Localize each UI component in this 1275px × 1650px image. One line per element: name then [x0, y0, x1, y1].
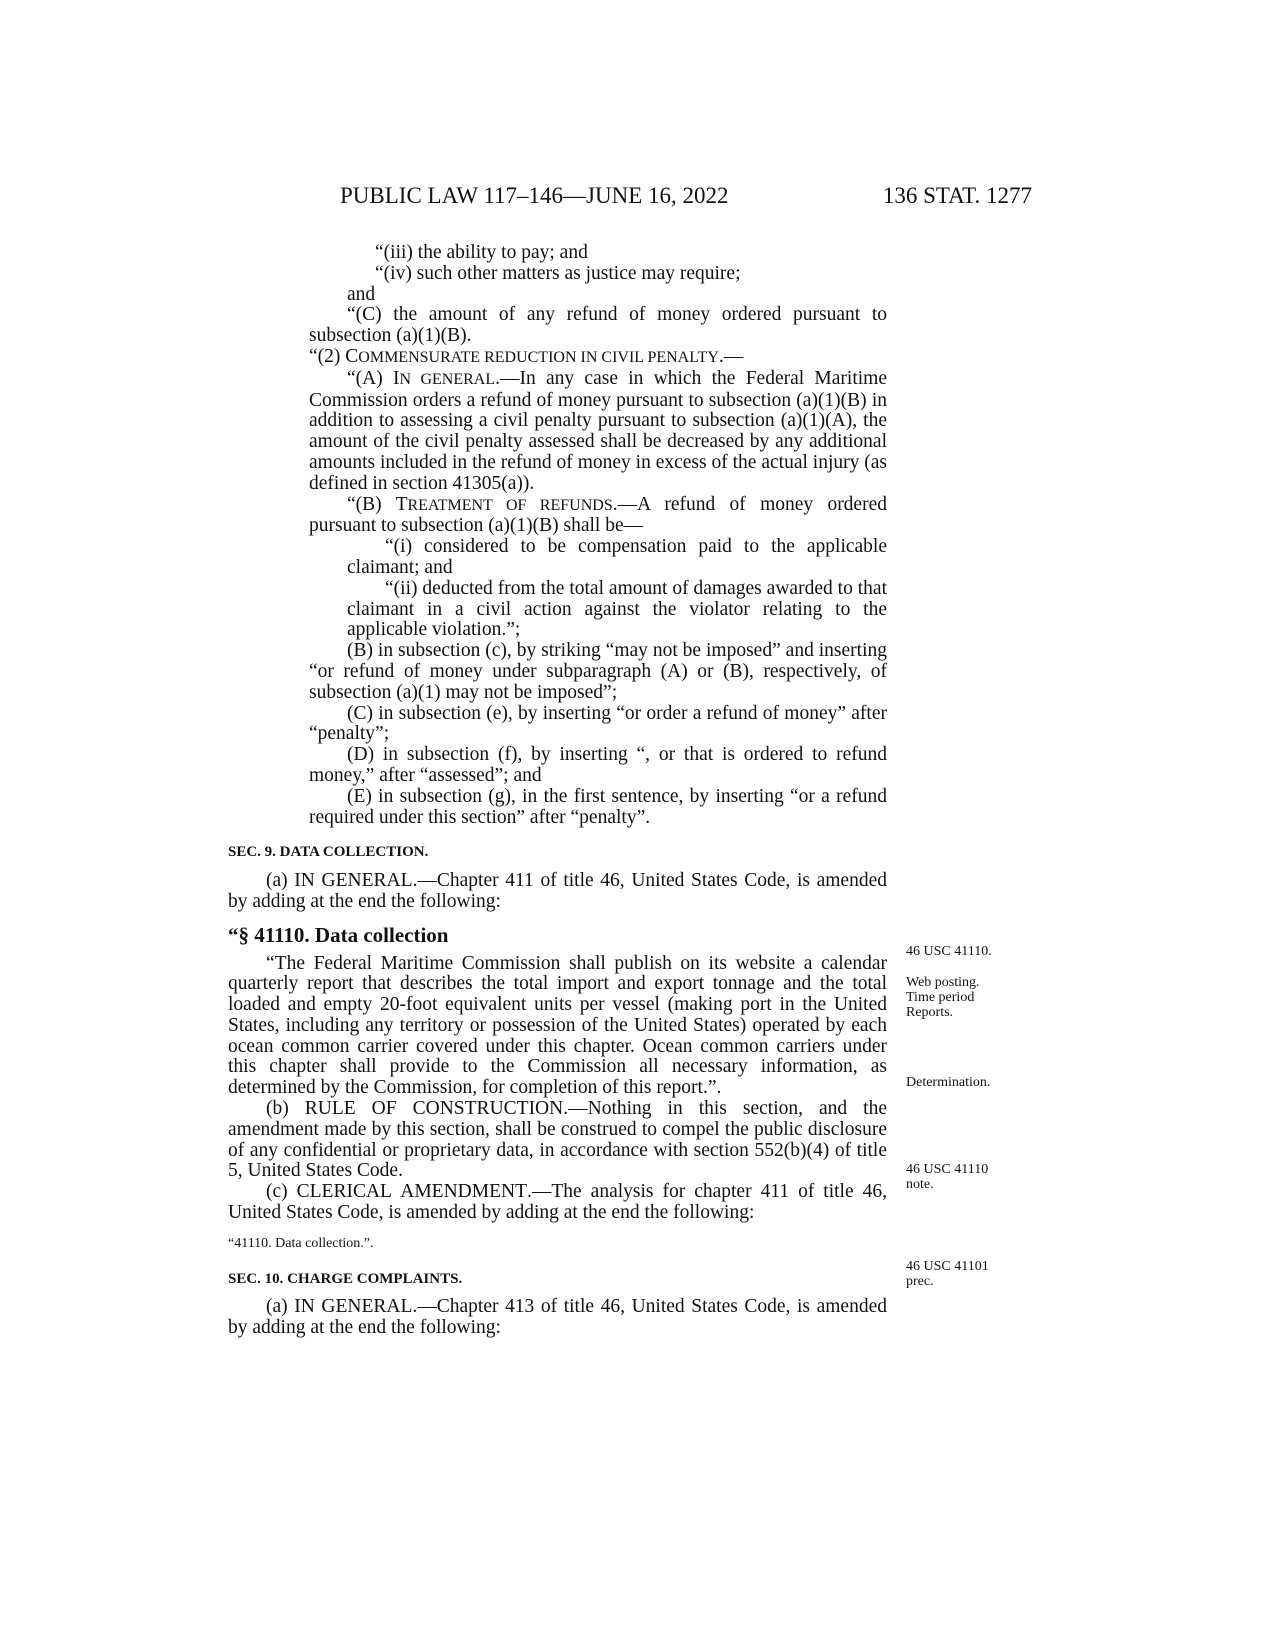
paragraph-2-heading — [228, 347, 887, 369]
paragraph-C: “(C) the amount of any refund of money ordered pursuant to subsection (a)(1)(B). — [309, 304, 887, 347]
note-note: note. — [906, 1177, 934, 1192]
note-usc-41110: 46 USC 41110 — [906, 1162, 989, 1177]
p13-tail: .—Chapter 411 of title 46, United States Code, is amended by adding at the end the following: — [228, 870, 887, 912]
p16-cap: A — [400, 1181, 415, 1203]
p18-tail: .—Chapter 413 of title 46, United States Code, is amended by adding at the end the following: — [228, 1296, 887, 1339]
paragraph-iii: “(iii) the ability to pay; and — [375, 242, 588, 263]
paragraph-iv-text: “(iv) such other matters as justice may require; — [375, 262, 741, 284]
header-stat-page: 136 STAT. 1277 — [882, 183, 1032, 208]
p5-lead: “(A) I — [347, 367, 400, 389]
paragraph-B-subsection-c: (B) in subsection (c), by striking “may not be imposed” and inserting “or refund of money under subparagraph (A) or (B), respectively, of subsection (a)(1) may not be imposed”; — [309, 640, 887, 703]
margin-note-determination: Determination. — [906, 1075, 991, 1090]
note-web-posting: Web posting. — [906, 975, 980, 990]
note-reports: Reports. — [906, 1005, 954, 1020]
p18-lead: (a) I — [266, 1296, 301, 1318]
body-column — [228, 243, 887, 1339]
paragraph-C-subsection-e: (C) in subsection (e), by inserting “or order a refund of money” after “penalty”; — [309, 702, 887, 745]
paragraph-9a — [228, 871, 887, 913]
margin-note-usc-41101-prec — [906, 1259, 1036, 1289]
p5-smallcaps: N GENERAL — [399, 370, 496, 388]
p15-lead: (b) R — [266, 1098, 318, 1120]
paragraph-iv — [228, 264, 887, 285]
paragraph-iv-cont: and — [347, 283, 376, 305]
margin-note-usc-41110: 46 USC 41110. — [906, 944, 992, 959]
paragraph-ii-deducted: “(ii) deducted from the total amount of damages awarded to that claimant in a civil action against the violator relating to the applicable violation.”; — [347, 577, 887, 641]
p16-lead: (c) C — [266, 1181, 310, 1203]
paragraph-B-refunds — [228, 495, 887, 538]
p6-tail: .—A refund of money ordered pursuant to subsection (a)(1)(B) shall be— — [309, 493, 887, 537]
p4-lead: “(2) C — [309, 345, 359, 367]
p16-smallcaps: LERICAL — [309, 1181, 401, 1203]
p13-smallcaps: N GENERAL — [300, 870, 413, 892]
table-of-sections-entry: “41110. Data collection.”. — [228, 1235, 374, 1251]
p15-cap: C — [412, 1098, 426, 1120]
p15-smallcaps2: ONSTRUCTION — [425, 1098, 564, 1120]
paragraph-A-general — [228, 369, 887, 495]
p15-tail: .—Nothing in this section, and the amendment made by this section, shall be construed to compel the public disclosure of any confidential or proprietary data, in accordance with section 552(b)(4) of title 5, United States Code. — [228, 1098, 887, 1182]
section-41110-title: “§ 41110. Data collection — [228, 922, 449, 947]
p5-tail: .—In any case in which the Federal Maritime Commission orders a refund of money pursuant to subsection (a)(1)(B) in addition to assessing a civil penalty pursuant to subsection (a)(1)(A), the amount of the civil penalty assessed shall be decreased by any additional amounts included in the refund of money in excess of the actual injury (as defined in section 41305(a)). — [309, 367, 888, 494]
margin-note-usc-41110-note — [906, 1162, 1036, 1192]
p15-smallcaps: ULE OF — [317, 1098, 413, 1120]
paragraph-10a — [228, 1297, 887, 1339]
header-law-date: PUBLIC LAW 117–146—JUNE 16, 2022 — [340, 183, 729, 208]
p18-smallcaps: N GENERAL — [300, 1296, 413, 1318]
paragraph-i-compensation: “(i) considered to be compensation paid to the applicable claimant; and — [347, 536, 887, 578]
paragraph-41110-text: “The Federal Maritime Commission shall publish on its website a calendar quarterly report that describes the total import and export tonnage and the total loaded and empty 20-foot equivalent units per vessel (making port in the United States, including any territory or possession of the United States) operated by each ocean common carrier covered under this chapter. Ocean common carriers under this chapter shall provide to the Commission all necessary information, as determined by the Commission, for completion of this report.”. — [228, 952, 887, 1099]
p16-smallcaps2: MENDMENT — [414, 1181, 527, 1203]
p6-lead: “(B) T — [347, 493, 408, 515]
p13-lead: (a) I — [266, 870, 301, 892]
p6-smallcaps: REATMENT OF REFUNDS — [407, 496, 613, 514]
paragraph-D-subsection-f: (D) in subsection (f), by inserting “, or that is ordered to refund money,” after “assessed”; and — [309, 744, 887, 786]
note-prec: prec. — [906, 1274, 934, 1289]
section-9-heading: SEC. 9. DATA COLLECTION. — [228, 844, 429, 861]
p16-tail: .—The analysis for chapter 411 of title 46, United States Code, is amended by adding at the end the following: — [228, 1181, 887, 1224]
p4-smallcaps: OMMENSURATE REDUCTION IN CIVIL PENALTY — [358, 348, 719, 366]
paragraph-9b — [228, 1099, 887, 1182]
p4-tail: .— — [718, 345, 744, 367]
note-time-period: Time period — [906, 990, 975, 1005]
margin-note-web-posting — [906, 975, 1036, 1020]
paragraph-E-subsection-g: (E) in subsection (g), in the first sentence, by inserting “or a refund required under this section” after “penalty”. — [309, 785, 887, 828]
note-usc-41101: 46 USC 41101 — [906, 1259, 989, 1274]
section-10-heading: SEC. 10. CHARGE COMPLAINTS. — [228, 1270, 463, 1287]
paragraph-9c — [228, 1182, 887, 1224]
